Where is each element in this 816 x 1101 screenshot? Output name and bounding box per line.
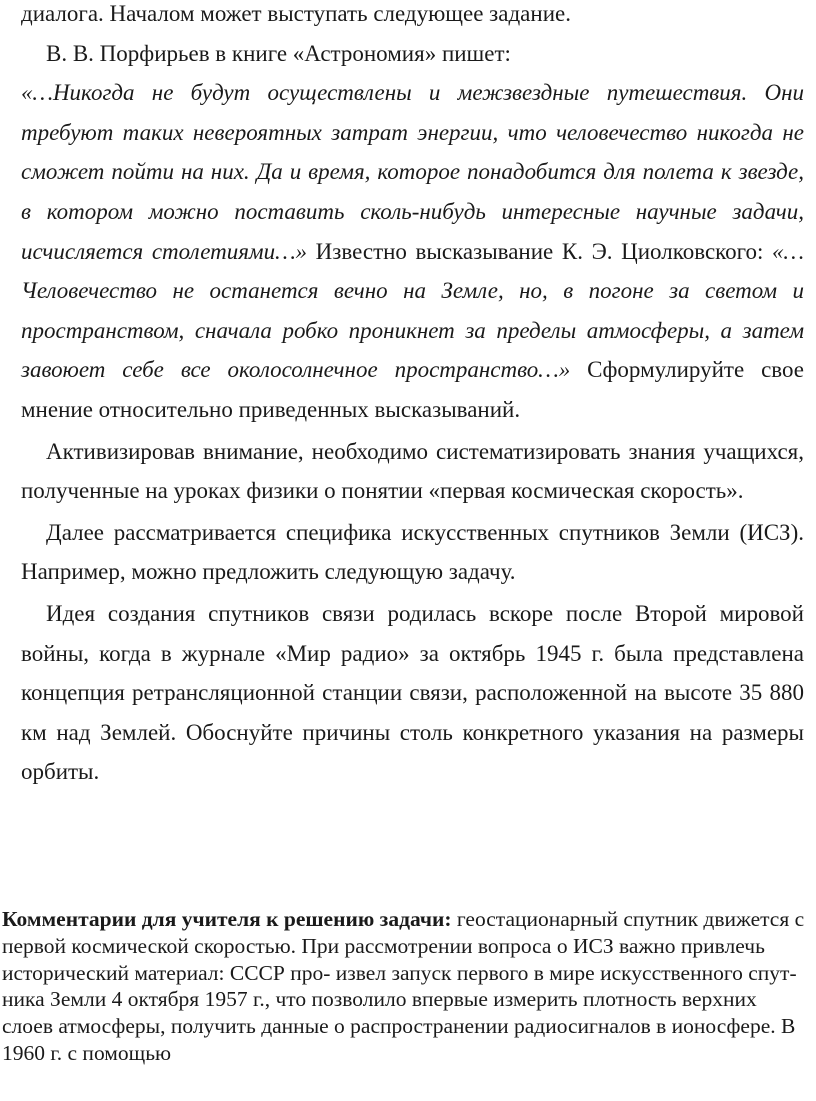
quote-transition: Известно высказывание К. Э. Циолковского:: [307, 238, 773, 264]
paragraph-communication-idea: Идея создания спутников связи родилась вскоре после Второй мировой войны, когда в журнале «Мир радио» за октябрь 1945 г. была представлена концепция ретрансляционной станции связи, расположенной на высоте 35 880 км над Землей. Обоснуйте причины столь конкретного указания на размеры орбиты.: [21, 600, 804, 785]
commentary-text: геостационарный спутник движется с первой космической скоростью. При рассмотрении вопроса о ИСЗ важно привлечь исторический материал: СССР про- извел запуск первого в мире искусственного спут- ника Земли 4 октября 1957 г., что позволило впервые измерить плотность верхних слоев атмосферы, получить данные о распространении радиосигналов в ионосфере. В 1960 г. с помощью: [2, 907, 805, 1065]
teacher-commentary: [2, 906, 812, 1067]
paragraph-porfiriev-intro: В. В. Порфирьев в книге «Астрономия» пишет:: [46, 40, 511, 66]
main-text: [21, 0, 804, 792]
quote-task: Сформулируйте свое мнение относительно приведенных высказываний.: [21, 357, 804, 422]
paragraph-intro-end: диалога. Началом может выступать следующее задание.: [21, 1, 571, 26]
commentary-heading: Комментарии для учителя к решению задачи:: [2, 907, 452, 931]
paragraph-satellites: Далее рассматривается специфика искусственных спутников Земли (ИСЗ). Например, можно предложить следующую задачу.: [21, 519, 804, 585]
paragraph-quotes: [21, 73, 804, 429]
quote-porfiriev: «…Никогда не будут осуществлены и межзвездные путешествия. Они требуют таких невероятных затрат энергии, что человечество никогда не сможет пойти на них. Да и время, которое понадобится для полета к звезде, в котором можно поставить сколь-нибудь интересные научные задачи, исчисляется столетиями…»: [21, 80, 804, 264]
quote-tsiolkovsky: «…Человечество не останется вечно на Земле, но, в погоне за светом и пространством, сначала робко проникнет за пределы атмосферы, а затем завоюет себе все околосолнечное пространство…»: [21, 238, 804, 383]
paragraph-systematize: Активизировав внимание, необходимо систематизировать знания учащихся, полученные на уроках физики о понятии «первая космическая скорость».: [21, 438, 804, 504]
